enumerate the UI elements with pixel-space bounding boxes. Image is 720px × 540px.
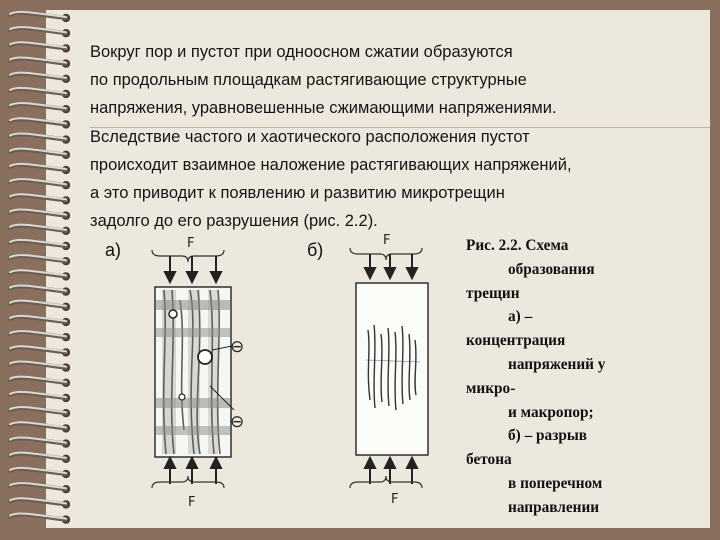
spiral-ring bbox=[10, 285, 70, 295]
spiral-ring bbox=[10, 361, 70, 371]
spiral-ring bbox=[10, 346, 70, 356]
spiral-ring bbox=[10, 453, 70, 463]
spiral-ring bbox=[10, 498, 70, 508]
spiral-ring bbox=[10, 164, 70, 174]
stress-sign: ⊖ bbox=[230, 412, 245, 432]
figure-a-label: а) bbox=[105, 240, 122, 260]
body-line: происходит взаимное наложение растягивающих напряжений, bbox=[90, 155, 572, 174]
body-line: Вокруг пор и пустот при одноосном сжатии образуются bbox=[90, 43, 513, 61]
force-label-bottom: F bbox=[391, 492, 399, 507]
spiral-ring bbox=[10, 240, 70, 250]
spiral-ring bbox=[10, 133, 70, 143]
spiral-ring bbox=[10, 407, 70, 417]
spiral-ring bbox=[10, 483, 70, 493]
caption-line: концентрация bbox=[466, 332, 566, 350]
spiral-ring bbox=[10, 422, 70, 432]
force-label-top: F bbox=[187, 236, 195, 251]
caption-line: Рис. 2.2. Схема bbox=[466, 237, 569, 254]
stress-sign: ⊖ bbox=[230, 337, 245, 357]
body-line: а это приводит к появлению и развитию микротрещин bbox=[90, 184, 505, 203]
force-arrows-top bbox=[365, 254, 417, 278]
spiral-ring bbox=[10, 377, 70, 387]
spiral-ring bbox=[10, 12, 70, 22]
spiral-ring bbox=[10, 513, 70, 523]
spiral-ring bbox=[10, 301, 70, 311]
force-arrows-bottom bbox=[165, 458, 221, 484]
micropore bbox=[169, 310, 177, 318]
spiral-ring bbox=[10, 57, 70, 67]
spiral-ring bbox=[10, 149, 70, 159]
spiral-binding bbox=[0, 0, 90, 540]
macropore bbox=[198, 350, 212, 364]
stress-field bbox=[156, 290, 230, 454]
caption-line: направлении bbox=[508, 498, 600, 516]
spiral-ring bbox=[10, 42, 70, 52]
specimen-b bbox=[356, 283, 428, 455]
spiral-ring bbox=[10, 468, 70, 478]
figure-b-label: б) bbox=[307, 240, 324, 260]
caption-line: б) – разрыв bbox=[508, 427, 588, 445]
figure-b-diagram bbox=[340, 230, 450, 515]
force-label-bottom: F bbox=[188, 495, 196, 510]
force-label-top: F bbox=[383, 233, 391, 248]
body-text bbox=[90, 38, 690, 235]
force-arrows-bottom bbox=[365, 458, 417, 484]
force-arrows-top bbox=[165, 256, 221, 282]
caption-line: микро- bbox=[466, 379, 516, 397]
spiral-ring bbox=[10, 316, 70, 326]
figure-caption bbox=[466, 234, 681, 520]
spiral-ring bbox=[10, 392, 70, 402]
spiral-ring bbox=[10, 225, 70, 235]
force-brace-bottom bbox=[152, 476, 224, 488]
spiral-ring bbox=[10, 255, 70, 265]
force-brace-top bbox=[152, 250, 224, 262]
caption-line: бетона bbox=[466, 451, 512, 469]
micropore bbox=[179, 394, 185, 400]
spiral-ring bbox=[10, 209, 70, 219]
spiral-ring bbox=[10, 270, 70, 280]
spiral-ring bbox=[10, 179, 70, 189]
body-line: напряжения, уравновешенные сжимающими напряжениями. bbox=[90, 99, 557, 118]
caption-line: напряжений у bbox=[508, 355, 606, 373]
spiral-ring bbox=[10, 103, 70, 113]
spiral-ring bbox=[10, 437, 70, 447]
body-line: по продольным площадкам растягивающие структурные bbox=[90, 71, 527, 90]
spiral-ring bbox=[10, 331, 70, 341]
figure-a-diagram bbox=[138, 230, 258, 515]
spiral-ring bbox=[10, 118, 70, 128]
spiral-ring bbox=[10, 73, 70, 83]
caption-line: трещин bbox=[466, 284, 520, 302]
caption-line: в поперечном bbox=[508, 474, 603, 492]
caption-line: а) – bbox=[508, 308, 533, 326]
spiral-ring bbox=[10, 194, 70, 204]
caption-line: образования bbox=[508, 260, 595, 278]
caption-line: и макропор; bbox=[508, 403, 594, 421]
spiral-ring bbox=[10, 27, 70, 37]
body-line: задолго до его разрушения (рис. 2.2). bbox=[90, 212, 378, 231]
spiral-ring bbox=[10, 88, 70, 98]
body-line: Вследствие частого и хаотического расположения пустот bbox=[90, 127, 530, 146]
